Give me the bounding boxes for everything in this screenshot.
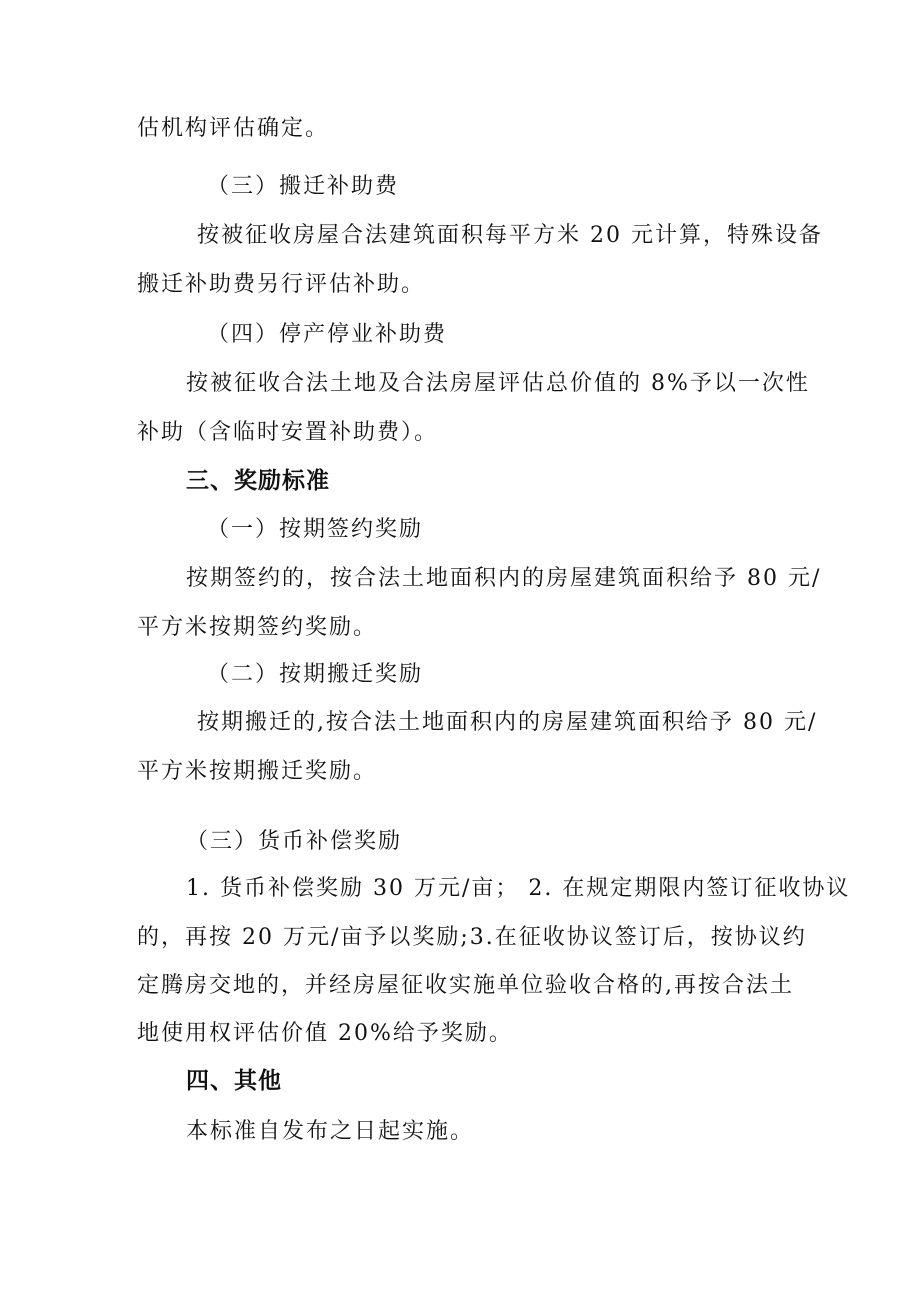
- subsection-heading: （二）按期搬迁奖励: [207, 662, 424, 687]
- paragraph-line: 按期搬迁的,按合法土地面积内的房屋建筑面积给予 80 元/: [197, 710, 818, 735]
- paragraph-line: 定腾房交地的，并经房屋征收实施单位验收合格的,再按合法土: [137, 973, 794, 998]
- paragraph-line: 平方米按期搬迁奖励。: [137, 759, 378, 784]
- paragraph-line: 按被征收房屋合法建筑面积每平方米 20 元计算，特殊设备: [197, 223, 823, 248]
- section-heading: 三、奖励标准: [186, 468, 330, 494]
- paragraph-line: 估机构评估确定。: [137, 116, 330, 141]
- section-heading: 四、其他: [186, 1068, 282, 1094]
- paragraph-line: 按期签约的，按合法土地面积内的房屋建筑面积给予 80 元/: [186, 566, 822, 591]
- paragraph-line: 1. 货币补偿奖励 30 万元/亩； 2. 在规定期限内签订征收协议: [186, 876, 851, 901]
- paragraph-line: 补助（含临时安置补助费）。: [137, 420, 439, 445]
- paragraph-line: 搬迁补助费另行评估补助。: [137, 272, 426, 297]
- paragraph-line: 平方米按期签约奖励。: [137, 615, 378, 640]
- subsection-heading: （四）停产停业补助费: [207, 322, 448, 347]
- subsection-heading: （一）按期签约奖励: [207, 517, 424, 542]
- paragraph-line: 按被征收合法土地及合法房屋评估总价值的 8%予以一次性: [186, 371, 810, 396]
- subsection-heading: （三）货币补偿奖励: [186, 829, 403, 854]
- paragraph-line: 的，再按 20 万元/亩予以奖励;3.在征收协议签订后，按协议约: [137, 925, 807, 950]
- paragraph-line: 地使用权评估价值 20%给予奖励。: [137, 1021, 513, 1046]
- paragraph-line: 本标准自发布之日起实施。: [186, 1119, 475, 1144]
- subsection-heading: （三）搬迁补助费: [207, 174, 400, 199]
